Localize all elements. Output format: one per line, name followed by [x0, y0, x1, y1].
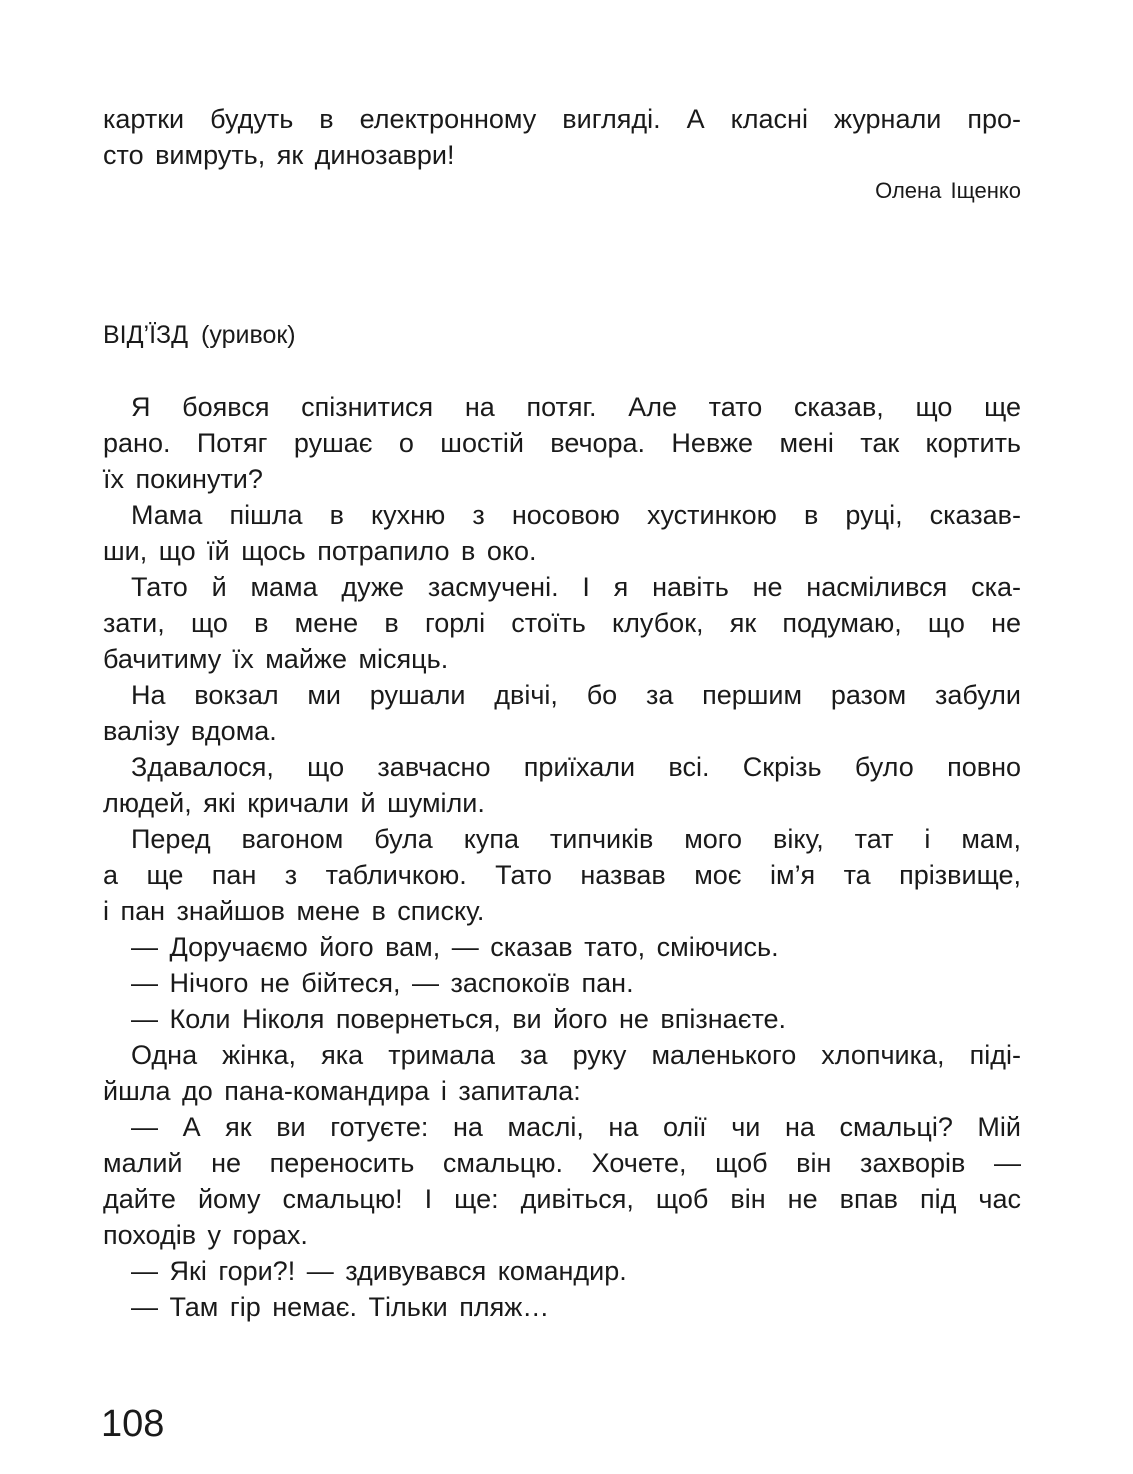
story-subtitle: (уривок) — [201, 321, 296, 349]
story-line: йшла до пана-командира і запитала: — [103, 1076, 581, 1106]
dialogue-line: походів у горах. — [103, 1220, 308, 1250]
dialogue-line: — Нічого не бійтеся, — заспокоїв пан. — [131, 968, 634, 998]
story-line: ши, що їй щось потрапило в око. — [103, 536, 537, 566]
dialogue-line: малий не переносить смальцю. Хочете, щоб він захворів — — [103, 1148, 1021, 1178]
story-heading — [103, 318, 296, 352]
story-line: Здавалося, що завчасно приїхали всі. Скрізь було повно — [131, 752, 1021, 782]
story-line: а ще пан з табличкою. Тато назвав моє ім’я та прізвище, — [103, 860, 1021, 890]
story-line: Тато й мама дуже засмучені. І я навіть не насмілився ска- — [131, 572, 1021, 602]
story-line: Перед вагоном була купа типчиків мого віку, тат і мам, — [131, 824, 1021, 854]
story-line: Мама пішла в кухню з носовою хустинкою в руці, сказав- — [131, 500, 1021, 530]
dialogue-line: — А як ви готуєте: на маслі, на олії чи на смальці? Мій — [131, 1112, 1021, 1142]
page-number: 108 — [101, 1403, 165, 1445]
story-line: валізу вдома. — [103, 716, 277, 746]
story-line: Я боявся спізнитися на потяг. Але тато сказав, що ще — [131, 392, 1021, 422]
dialogue-line: — Коли Ніколя повернеться, ви його не впізнаєте. — [131, 1004, 787, 1034]
dialogue-line: — Доручаємо його вам, — сказав тато, сміючись. — [131, 932, 779, 962]
story-line: бачитиму їх майже місяць. — [103, 644, 449, 674]
fragment-author: Олена Іщенко — [875, 178, 1021, 203]
story-line: зати, що в мене в горлі стоїть клубок, як подумаю, що не — [103, 608, 1021, 638]
story-line: рано. Потяг рушає о шостій вечора. Невже мені так кортить — [103, 428, 1021, 458]
dialogue-line: дайте йому смальцю! І ще: дивіться, щоб він не впав під час — [103, 1184, 1021, 1214]
story-line: їх покинути? — [103, 464, 263, 494]
story-line: людей, які кричали й шуміли. — [103, 788, 485, 818]
fragment-line-1: картки будуть в електронному вигляді. А класні журнали про- — [103, 104, 1021, 134]
dialogue-line: — Там гір немає. Тільки пляж… — [131, 1292, 550, 1322]
dialogue-line: — Які гори?! — здивувався командир. — [131, 1256, 627, 1286]
story-line: і пан знайшов мене в списку. — [103, 896, 485, 926]
story-line: На вокзал ми рушали двічі, бо за першим разом забули — [131, 680, 1021, 710]
story-line: Одна жінка, яка тримала за руку маленького хлопчика, піді- — [131, 1040, 1021, 1070]
story-title: ВІД’ЇЗД — [103, 321, 189, 349]
fragment-line-2: сто вимруть, як динозаври! — [103, 140, 455, 170]
